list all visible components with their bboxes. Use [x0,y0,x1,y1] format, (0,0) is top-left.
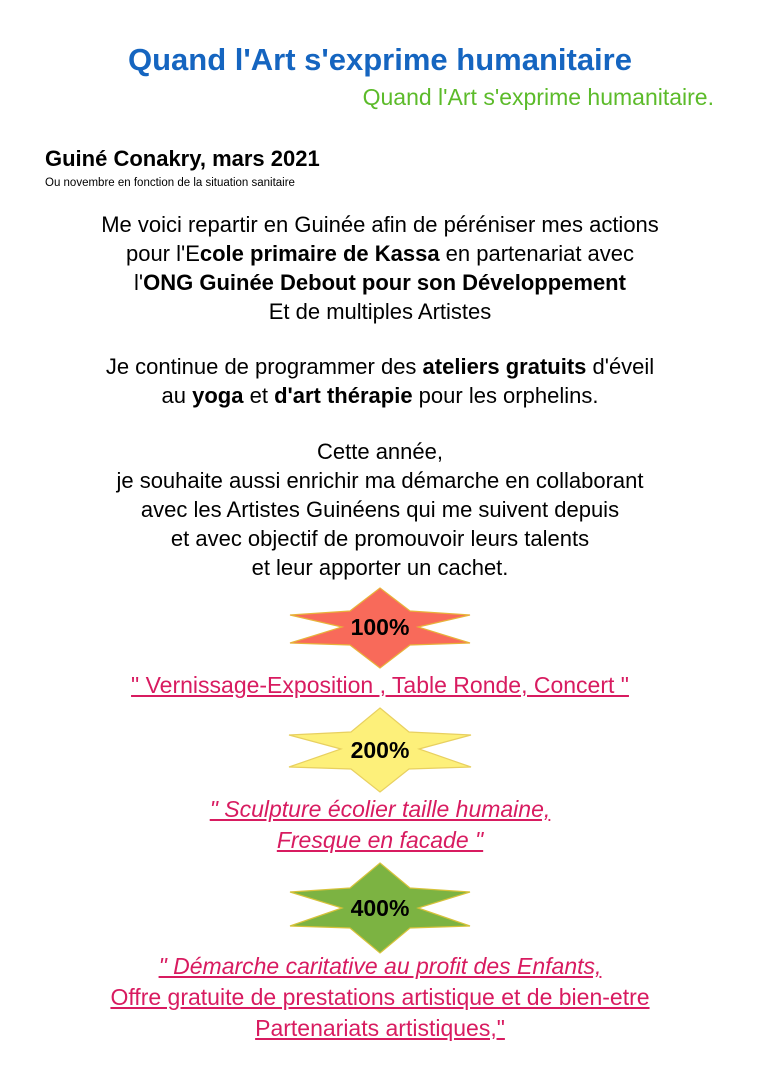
text-line: et leur apporter un cachet. [251,555,509,580]
badge-label: 400% [350,895,410,921]
text-line: l'ONG Guinée Debout pour son Développement [134,270,626,295]
collaboration-paragraph [0,437,760,582]
page-subtitle: Quand l'Art s'exprime humanitaire. [362,84,714,110]
text-line: je souhaite aussi enrichir ma démarche en collaborant [116,468,644,493]
text-line: Et de multiples Artistes [268,299,492,324]
tier-3-link[interactable]: " Démarche caritative au profit des Enfants, Offre gratuite de prestations artistique et de bien-etre Partenariats artistiques," [110,953,650,1041]
text-line: Cette année, [317,439,443,464]
text-line: et avec objectif de promouvoir leurs talents [170,526,590,551]
intro-paragraph [0,210,760,326]
page-title: Quand l'Art s'exprime humanitaire [128,42,632,77]
event-heading: Guiné Conakry, mars 2021 [45,146,320,171]
star-badge-400 [288,862,472,954]
text-line: pour l'Ecole primaire de Kassa en partenariat avec [125,241,635,266]
text-line: Me voici repartir en Guinée afin de péréniser mes actions [101,212,659,237]
star-badge-100 [288,587,472,669]
badge-label: 200% [350,737,410,763]
tier-1-link[interactable]: " Vernissage-Exposition , Table Ronde, Concert " [131,672,629,698]
text-line: au yoga et d'art thérapie pour les orphelins. [161,383,599,408]
badge-label: 100% [350,614,410,640]
workshops-paragraph [0,352,760,410]
star-badge-200 [287,707,473,793]
tier-2-link[interactable]: " Sculpture écolier taille humaine, Fresque en facade " [209,796,551,853]
text-line: avec les Artistes Guinéens qui me suivent depuis [140,497,620,522]
event-note: Ou novembre en fonction de la situation sanitaire [45,177,295,189]
text-line: Je continue de programmer des ateliers gratuits d'éveil [105,354,655,379]
